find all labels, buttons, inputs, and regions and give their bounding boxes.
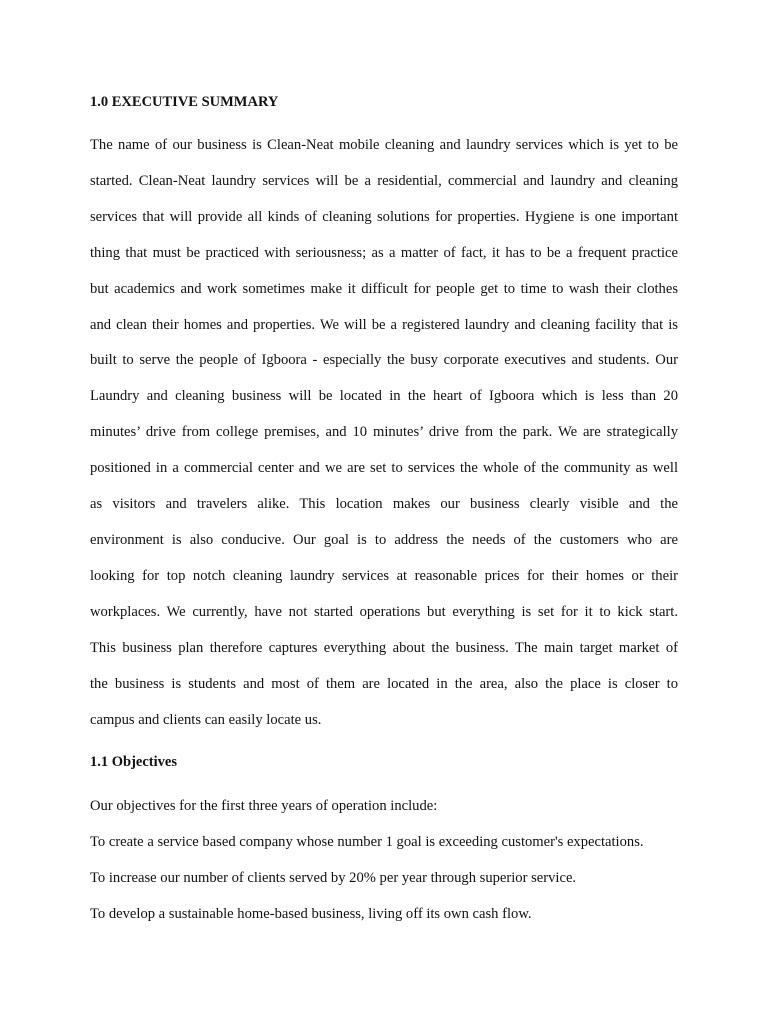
summary-line: workplaces. We currently, have not started operations but everything is set for it to kick start. <box>90 603 678 620</box>
summary-line: looking for top notch cleaning laundry services at reasonable prices for their homes or their <box>90 567 678 584</box>
objective-item: To develop a sustainable home-based business, living off its own cash flow. <box>90 906 532 923</box>
summary-line: thing that must be practiced with seriousness; as a matter of fact, it has to be a frequent practice <box>90 244 678 261</box>
summary-line: but academics and work sometimes make it difficult for people get to time to wash their clothes <box>90 280 678 297</box>
summary-line: environment is also conducive. Our goal is to address the needs of the customers who are <box>90 531 678 548</box>
summary-line: and clean their homes and properties. We will be a registered laundry and cleaning facility that is <box>90 316 678 333</box>
objective-item: To create a service based company whose number 1 goal is exceeding customer's expectations. <box>90 834 644 851</box>
summary-line: minutes’ drive from college premises, and 10 minutes’ drive from the park. We are strategically <box>90 424 678 441</box>
summary-line: Laundry and cleaning business will be located in the heart of Igboora which is less than 20 <box>90 388 678 405</box>
executive-summary-paragraph <box>90 128 678 738</box>
executive-summary-heading: 1.0 EXECUTIVE SUMMARY <box>90 94 279 110</box>
summary-line: started. Clean-Neat laundry services will be a residential, commercial and laundry and cleaning <box>90 172 678 189</box>
summary-line: the business is students and most of them are located in the area, also the place is closer to <box>90 675 678 692</box>
summary-line: positioned in a commercial center and we are set to services the whole of the community as well <box>90 460 678 477</box>
summary-line: The name of our business is Clean-Neat mobile cleaning and laundry services which is yet to be <box>90 137 678 153</box>
summary-line: as visitors and travelers alike. This location makes our business clearly visible and the <box>90 496 678 513</box>
objective-item: To increase our number of clients served by 20% per year through superior service. <box>90 870 577 887</box>
objectives-intro: Our objectives for the first three years of operation include: <box>90 798 438 815</box>
summary-line: services that will provide all kinds of cleaning solutions for properties. Hygiene is one important <box>90 208 678 225</box>
summary-line: campus and clients can easily locate us. <box>90 711 322 728</box>
document-page <box>90 92 678 932</box>
summary-line: built to serve the people of Igboora - especially the busy corporate executives and students. Our <box>90 352 678 369</box>
objectives-heading: 1.1 Objectives <box>90 754 177 771</box>
summary-line: This business plan therefore captures everything about the business. The main target market of <box>90 639 678 656</box>
